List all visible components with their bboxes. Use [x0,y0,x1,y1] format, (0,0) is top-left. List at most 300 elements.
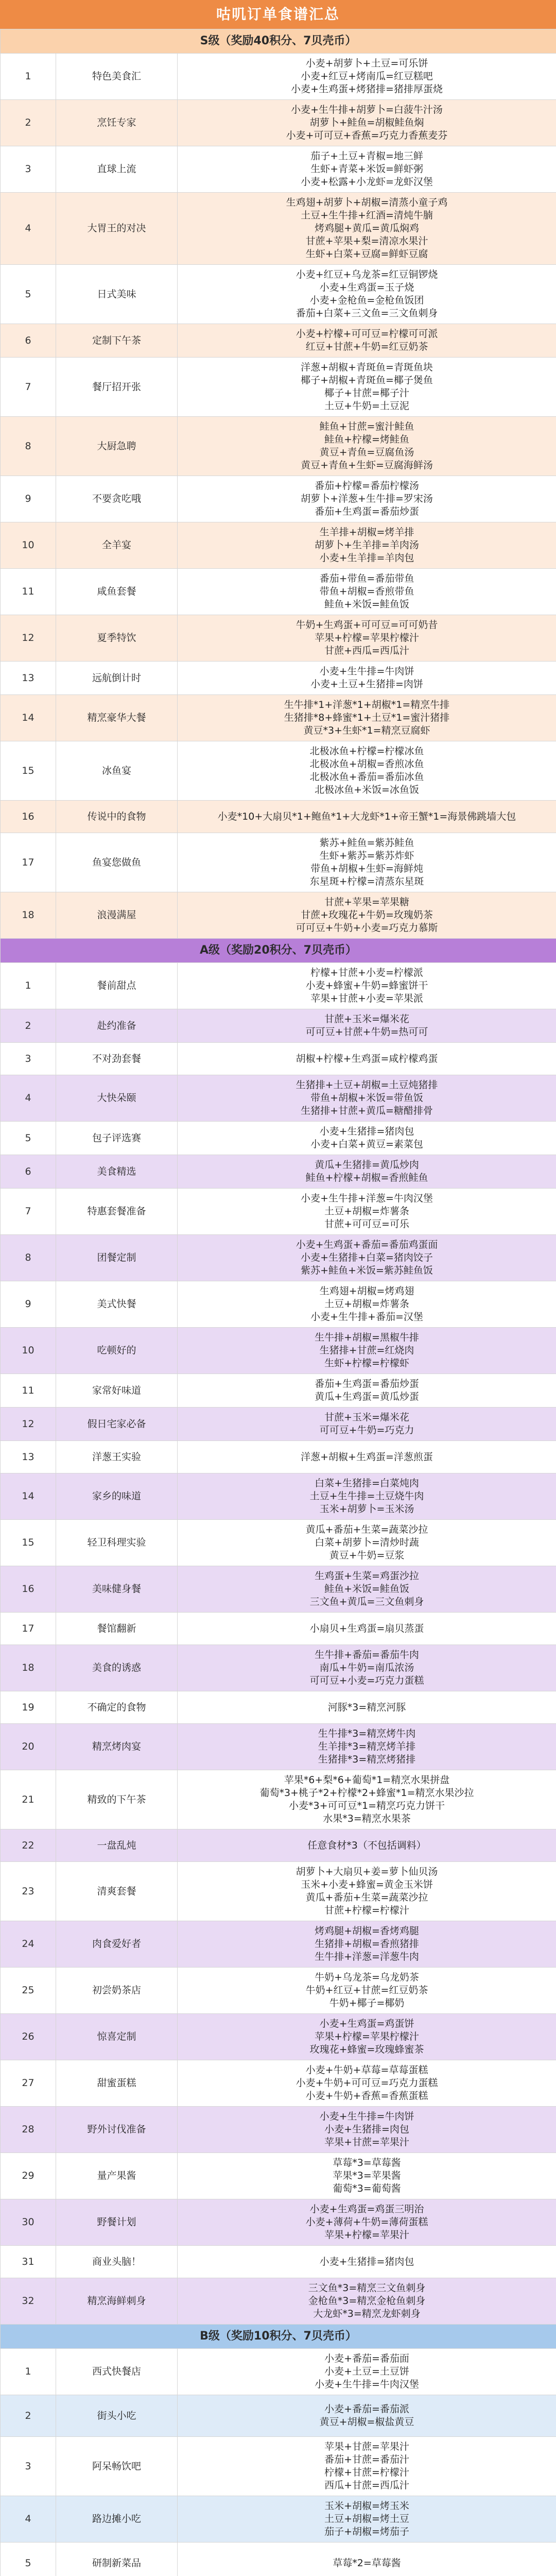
recipe-line: 茄子+胡椒=烤茄子 [324,2526,409,2537]
order-name: 阿呆畅饮吧 [56,2437,178,2496]
recipe-line: 番茄+白菜+三文鱼=三文鱼刺身 [296,308,438,319]
recipe-line: 可可豆+甘蔗+牛奶=热可可 [305,1026,428,1038]
recipe-line: 红豆+甘蔗+牛奶=红豆奶茶 [305,341,428,352]
recipe-cell [178,1968,556,2014]
recipe-line: 胡萝卜+生羊排=羊肉汤 [315,539,419,551]
row-number: 14 [1,1473,56,1520]
row-number: 12 [1,1408,56,1441]
recipe-line: 甘蔗+玉米=爆米花 [324,1412,409,1423]
table-row [1,1374,556,1408]
row-number: 13 [1,662,56,695]
recipe-line: 紫苏+鲑鱼=紫苏鲑鱼 [319,837,414,849]
recipe-line: 生猪排+土豆+胡椒=土豆炖猪排 [296,1079,438,1091]
order-name: 清爽套餐 [56,1862,178,1921]
recipe-cell [178,1566,556,1613]
order-name: 野外讨伐准备 [56,2107,178,2153]
recipe-line: 三文鱼+黄瓜=三文鱼刺身 [309,1596,424,1607]
recipe-cell [178,1645,556,1691]
row-number: 28 [1,2107,56,2153]
recipe-cell [178,2395,556,2437]
recipe-cell [178,1921,556,1968]
recipe-cell [178,1075,556,1122]
order-name: 日式美味 [56,265,178,324]
row-number: 9 [1,1281,56,1328]
recipe-line: 小麦+生鸡蛋+烤猪排=猪排厚蛋烧 [291,83,443,95]
recipe-line: 小麦+金枪鱼=金枪鱼饭团 [309,295,424,306]
recipe-cell [178,963,556,1009]
recipe-line: 牛奶+乌龙茶=乌龙奶茶 [315,1972,419,1983]
recipe-line: 小麦+生牛排+番茄=汉堡 [310,1311,423,1323]
recipe-line: 大龙虾*3=精烹龙虾刺身 [313,2308,421,2319]
recipe-cell [178,741,556,801]
table-row [1,2349,556,2395]
recipe-line: 小麦+柠檬+可可豆=柠檬可可派 [296,328,438,340]
recipe-line: 生牛排+洋葱=洋葱牛肉 [315,1951,419,1962]
table-row [1,1862,556,1921]
recipe-cell [178,1691,556,1724]
row-number: 2 [1,100,56,146]
order-name: 餐厅招开张 [56,358,178,417]
row-number: 31 [1,2246,56,2278]
recipe-line: 胡萝卜+大扇贝+姜=萝卜仙贝汤 [296,1866,438,1877]
recipe-line: 生牛排+番茄=番茄牛肉 [315,1649,419,1660]
table-row [1,1613,556,1645]
recipe-line: 生虾+紫苏=紫苏炸虾 [319,850,414,861]
recipe-line: 金枪鱼*3=精烹金枪鱼刺身 [308,2295,426,2307]
recipe-line: 黄豆+青鱼=豆腐鱼汤 [319,447,414,458]
row-number: 1 [1,2349,56,2395]
recipe-line: 小麦+红豆+乌龙茶=红豆铜锣烧 [296,269,438,280]
order-name: 特色美食汇 [56,54,178,100]
order-name: 团餐定制 [56,1235,178,1281]
table-row [1,265,556,324]
recipe-line: 烤鸡腿+黄瓜=黄瓜焖鸡 [315,223,419,234]
recipe-line: 洋葱+胡椒+生鸡蛋=洋葱煎蛋 [301,1451,433,1463]
recipe-cell [178,1189,556,1235]
table-row [1,1328,556,1374]
recipe-line: 土豆+胡椒=烤土豆 [324,2513,409,2524]
table-row [1,1043,556,1075]
recipe-cell [178,801,556,833]
table-row [1,1724,556,1770]
recipe-cell [178,2278,556,2325]
order-name: 大厨急聘 [56,417,178,476]
table-row [1,2014,556,2060]
recipe-line: 小麦*10+大扇贝*1+鲍鱼*1+大龙虾*1+帝王蟹*1=海景佛跳墙大包 [217,810,516,822]
order-name: 初尝奶茶店 [56,1968,178,2014]
table-row [1,1235,556,1281]
recipe-cell [178,1408,556,1441]
recipe-line: 黄豆+牛奶=豆浆 [329,1550,405,1561]
recipe-cell [178,193,556,265]
row-number: 16 [1,1566,56,1613]
table-row [1,1829,556,1862]
recipe-cell [178,1155,556,1189]
recipe-line: 小麦+生猪排=猪肉包 [319,1126,414,1137]
order-name: 家乡的味道 [56,1473,178,1520]
row-number: 23 [1,1862,56,1921]
order-name: 大胃王的对决 [56,193,178,265]
table-row [1,963,556,1009]
recipe-line: 可可豆+牛奶=巧克力 [319,1425,414,1436]
recipe-line: 牛奶+生鸡蛋+可可豆=可可奶昔 [296,619,438,631]
table-row [1,1441,556,1473]
recipe-line: 苹果*6+梨*6+葡萄*1=精烹水果拼盘 [284,1774,450,1786]
recipe-line: 鲑鱼+米饭=鲑鱼饭 [324,599,409,610]
order-name: 特惠套餐准备 [56,1189,178,1235]
table-row [1,2496,556,2543]
order-name: 甜蜜蛋糕 [56,2060,178,2107]
table-row [1,2278,556,2325]
recipe-line: 小麦+牛奶+香蕉=香蕉蛋糕 [305,2090,428,2102]
recipe-line: 东星斑+柠檬=清蒸东星斑 [309,876,424,887]
table-row [1,2437,556,2496]
order-name: 惊喜定制 [56,2014,178,2060]
row-number: 4 [1,1075,56,1122]
recipe-line: 番茄+甘蔗=番茄汁 [324,2454,409,2465]
recipe-cell [178,569,556,615]
row-number: 11 [1,569,56,615]
recipe-cell [178,1043,556,1075]
recipe-line: 生虾+青菜+米饭=鲜虾粥 [310,163,423,175]
recipe-line: 小麦+生鸡蛋=玉子烧 [319,282,414,293]
recipe-line: 苹果+柠檬=苹果柠檬汁 [315,2031,419,2042]
recipe-line: 小麦+土豆+生猪排=肉饼 [310,679,423,690]
row-number: 17 [1,1613,56,1645]
row-number: 6 [1,324,56,358]
row-number: 4 [1,2496,56,2543]
recipe-line: 小麦+可可豆+香蕉=巧克力香蕉麦芬 [286,130,448,141]
recipe-line: 土豆+胡椒=炸薯条 [324,1206,409,1217]
order-name: 不对劲套餐 [56,1043,178,1075]
row-number: 5 [1,265,56,324]
recipe-line: 紫苏+鲑鱼+米饭=紫苏鲑鱼饭 [301,1265,433,1276]
table-row [1,193,556,265]
recipe-line: 鲑鱼+柠檬+胡椒=香煎鲑鱼 [305,1172,428,1183]
table-row [1,569,556,615]
table-row [1,892,556,939]
recipe-line: 葡萄*3+桃子*2+柠檬*2+蜂蜜*1=精烹水果沙拉 [259,1787,474,1799]
recipe-cell [178,358,556,417]
recipe-line: 苹果+柠檬=苹果柠檬汁 [315,632,419,643]
recipe-line: 黄豆+青鱼+生虾=豆腐海鲜汤 [301,460,433,471]
order-name: 精烹烤肉宴 [56,1724,178,1770]
recipe-line: 小麦+生羊排=羊肉包 [319,552,414,564]
recipe-cell [178,2060,556,2107]
row-number: 3 [1,2437,56,2496]
recipe-line: 小麦+番茄=番茄面 [324,2353,409,2364]
order-name: 野餐计划 [56,2199,178,2246]
row-number: 10 [1,1328,56,1374]
order-name: 美式快餐 [56,1281,178,1328]
row-number: 20 [1,1724,56,1770]
recipe-line: 小麦+胡萝卜+土豆=可乐饼 [305,58,428,69]
recipe-cell [178,1613,556,1645]
recipe-cell [178,1441,556,1473]
table-row [1,615,556,662]
recipe-line: 带鱼+胡椒+米饭=带鱼饭 [310,1092,423,1104]
table-row [1,1968,556,2014]
table-row [1,695,556,741]
order-name: 餐馆翻新 [56,1613,178,1645]
recipe-line: 胡萝卜+鲑鱼=胡椒鲑鱼焖 [309,117,424,128]
row-number: 26 [1,2014,56,2060]
table-row [1,1921,556,1968]
recipe-line: 椰子+胡椒+青斑鱼=椰子煲鱼 [301,375,433,386]
recipe-line: 生牛排*3=精烹烤牛肉 [318,1728,416,1739]
order-name: 咸鱼套餐 [56,569,178,615]
recipe-table-body [1,29,556,2576]
table-row [1,358,556,417]
row-number: 22 [1,1829,56,1862]
recipe-line: 生猪排+胡椒=香煎猪排 [315,1938,419,1950]
recipe-line: 葡萄*3=葡萄酱 [333,2183,401,2194]
order-name: 量产果酱 [56,2153,178,2199]
recipe-cell [178,2107,556,2153]
table-row [1,2060,556,2107]
recipe-line: 黄瓜+番茄+生菜=蔬菜沙拉 [305,1524,428,1535]
row-number: 7 [1,358,56,417]
table-row [1,2199,556,2246]
recipe-cell [178,2349,556,2395]
recipe-line: 甘蔗+苹果+梨=清凉水果汁 [305,235,428,247]
recipe-line: 土豆+胡椒=炸薯条 [324,1298,409,1310]
recipe-line: 北极冰鱼+胡椒=香煎冰鱼 [309,758,424,770]
recipe-line: 土豆+生牛排+红酒=清炖牛腩 [301,210,433,221]
recipe-line: 黄瓜+番茄+生菜=蔬菜沙拉 [305,1892,428,1903]
recipe-line: 苹果*3=苹果酱 [333,2170,401,2181]
order-name: 洋葱王实验 [56,1441,178,1473]
recipe-line: 水果*3=精烹水果茶 [323,1813,411,1824]
recipe-line: 白菜+胡萝卜=清炒时蔬 [315,1537,419,1548]
order-name: 家常好味道 [56,1374,178,1408]
recipe-cell [178,1520,556,1566]
order-name: 研制新菜品 [56,2543,178,2576]
recipe-cell [178,476,556,522]
order-name: 路边摊小吃 [56,2496,178,2543]
recipe-line: 小麦+生鸡蛋=鸡蛋三明治 [309,2204,424,2215]
order-name: 精烹海鲜刺身 [56,2278,178,2325]
recipe-cell [178,1862,556,1921]
order-name: 不要贪吃哦 [56,476,178,522]
recipe-cell [178,1724,556,1770]
table-row [1,417,556,476]
section-header-b [1,2325,556,2349]
table-row [1,1155,556,1189]
row-number: 7 [1,1189,56,1235]
row-number: 12 [1,615,56,662]
recipe-cell [178,2199,556,2246]
recipe-line: 白菜+生猪排=白菜炖肉 [315,1478,419,1489]
table-row [1,476,556,522]
row-number: 2 [1,2395,56,2437]
recipe-line: 带鱼+胡椒=香煎带鱼 [319,586,414,597]
recipe-line: 小麦+生猪排+白菜=猪肉饺子 [301,1252,433,1263]
table-row [1,1520,556,1566]
order-name: 全羊宴 [56,522,178,569]
page-title: 咕叽订单食谱汇总 [0,0,556,29]
recipe-cell [178,265,556,324]
order-name: 远航倒计时 [56,662,178,695]
recipe-line: 生牛排+胡椒=黑椒牛排 [315,1332,419,1343]
row-number: 25 [1,1968,56,2014]
row-number: 29 [1,2153,56,2199]
recipe-cell [178,2246,556,2278]
recipe-line: 生猪排+甘蔗+黄瓜=糖醋排骨 [301,1105,433,1116]
order-name: 定制下午茶 [56,324,178,358]
recipe-line: 玉米+胡萝卜=玉米汤 [319,1503,414,1515]
recipe-line: 生鸡翅+胡椒=烤鸡翅 [319,1285,414,1297]
order-name: 精烹豪华大餐 [56,695,178,741]
recipe-line: 生猪排+甘蔗=红烧肉 [319,1345,414,1356]
table-row [1,1566,556,1613]
recipe-line: 小麦+生牛排+洋葱=牛肉汉堡 [301,1193,433,1204]
recipe-line: 生猪排*3=精烹烤猪排 [318,1754,416,1765]
recipe-cell [178,417,556,476]
recipe-line: 北极冰鱼+番茄=番茄冰鱼 [309,771,424,783]
recipe-line: 小麦+生牛排=牛肉饼 [319,666,414,677]
recipe-line: 番茄+柠檬=番茄柠檬汤 [315,480,419,492]
order-name: 精致的下午茶 [56,1770,178,1829]
recipe-line: 河豚*3=精烹河豚 [327,1701,406,1713]
recipe-line: 生羊排+胡椒=烤羊排 [319,527,414,538]
recipe-line: 三文鱼*3=精烹三文鱼刺身 [308,2282,426,2294]
recipe-line: 鲑鱼+甘蔗=蜜汁鲑鱼 [319,421,414,432]
recipe-line: 北极冰鱼+米饭=冰鱼饭 [315,784,419,795]
section-title: S级（奖励40积分、7贝壳币） [1,29,556,54]
recipe-cell [178,1374,556,1408]
recipe-line: 烤鸡腿+胡椒=香烤鸡腿 [315,1925,419,1937]
recipe-line: 鲑鱼+柠檬=烤鲑鱼 [324,434,409,445]
row-number: 27 [1,2060,56,2107]
recipe-line: 苹果+甘蔗=苹果汁 [324,2137,409,2148]
recipe-cell [178,615,556,662]
row-number: 4 [1,193,56,265]
table-row [1,801,556,833]
row-number: 21 [1,1770,56,1829]
table-row [1,2395,556,2437]
recipe-line: 玉米+小麦+蜂蜜=黄金玉米饼 [301,1879,433,1890]
order-name: 鱼宴您做鱼 [56,833,178,892]
table-row [1,2543,556,2576]
row-number: 15 [1,741,56,801]
recipe-cell [178,2496,556,2543]
recipe-cell [178,2543,556,2576]
order-name: 美味健身餐 [56,1566,178,1613]
order-name: 街头小吃 [56,2395,178,2437]
table-row [1,324,556,358]
order-name: 美食的诱惑 [56,1645,178,1691]
row-number: 9 [1,476,56,522]
table-row [1,54,556,100]
recipe-line: 小麦+红豆+烤南瓜=红豆糕吧 [301,71,433,82]
order-name: 大快朵颐 [56,1075,178,1122]
recipe-line: 小麦+生牛排+胡萝卜=白菠牛汁汤 [291,104,443,115]
recipe-cell [178,1009,556,1043]
recipe-line: 牛奶+红豆+甘蔗=红豆奶茶 [305,1985,428,1996]
recipe-line: 黄豆+胡椒=椒盐黄豆 [319,2416,414,2428]
row-number: 18 [1,892,56,939]
row-number: 15 [1,1520,56,1566]
row-number: 17 [1,833,56,892]
row-number: 10 [1,522,56,569]
recipe-line: 番茄+生鸡蛋=番茄炒蛋 [315,506,419,517]
recipe-line: 黄豆*3+生虾*1=精烹豆腐虾 [303,725,430,736]
recipe-cell [178,892,556,939]
recipe-line: 柠檬+甘蔗=柠檬汁 [324,2467,409,2478]
recipe-line: 草莓*3=草莓酱 [333,2157,401,2168]
recipe-line: 小麦+薄荷+牛奶=薄荷蛋糕 [305,2216,428,2228]
recipe-line: 苹果+甘蔗=苹果汁 [324,2441,409,2452]
row-number: 6 [1,1155,56,1189]
table-row [1,833,556,892]
recipe-line: 小麦+生猪排=肉包 [324,2124,409,2135]
recipe-line: 番茄+生鸡蛋=番茄炒蛋 [315,1378,419,1389]
recipe-line: 小麦+蜂蜜+牛奶=蜂蜜饼干 [305,980,428,991]
recipe-line: 西瓜+甘蔗=西瓜汁 [324,2480,409,2491]
table-row [1,1770,556,1829]
table-row [1,1075,556,1122]
table-row [1,741,556,801]
recipe-cell [178,1829,556,1862]
recipe-line: 小麦+牛奶+草莓=草莓蛋糕 [305,2064,428,2076]
section-title: B级（奖励10积分、7贝壳币） [1,2325,556,2349]
row-number: 16 [1,801,56,833]
recipe-line: 黄瓜+生猪排=黄瓜炒肉 [315,1159,419,1171]
recipe-line: 可可豆+牛奶+小麦=巧克力慕斯 [296,922,438,934]
section-header-s [1,29,556,54]
order-name: 传说中的食物 [56,801,178,833]
recipe-line: 小麦+土豆=土豆饼 [324,2366,409,2377]
order-name: 餐前甜点 [56,963,178,1009]
table-row [1,100,556,146]
recipe-line: 生猪排*8+蜂蜜*1+土豆*1=蜜汁猪排 [284,712,450,723]
order-name: 赴约准备 [56,1009,178,1043]
order-name: 浪漫满屋 [56,892,178,939]
recipe-cell [178,1235,556,1281]
row-number: 18 [1,1645,56,1691]
table-row [1,1691,556,1724]
recipe-line: 小扇贝+生鸡蛋=扇贝蒸蛋 [309,1622,424,1634]
recipe-line: 甘蔗+玉米=爆米花 [324,1013,409,1025]
recipe-line: 生虾+白菜+豆腐=鲜虾豆腐 [305,248,428,260]
recipe-cell [178,1122,556,1155]
recipe-line: 生鸡翅+胡萝卜+胡椒=清蒸小童子鸡 [286,197,448,208]
recipe-line: 生牛排*1+洋葱*1+胡椒*1=精烹牛排 [284,699,450,710]
recipe-line: 生虾+柠檬=柠檬虾 [324,1358,409,1369]
table-row [1,146,556,193]
recipe-line: 胡萝卜+洋葱+生牛排=罗宋汤 [301,493,433,504]
order-name: 美食精选 [56,1155,178,1189]
row-number: 14 [1,695,56,741]
table-row [1,1009,556,1043]
recipe-line: 黄瓜+生鸡蛋=黄瓜炒蛋 [315,1391,419,1402]
recipe-line: 玫瑰花+蜂蜜=玫瑰蜂蜜茶 [309,2044,424,2055]
recipe-cell [178,1281,556,1328]
recipe-line: 玉米+胡椒=烤玉米 [324,2500,409,2512]
section-title: A级（奖励20积分、7贝壳币） [1,939,556,963]
table-row [1,1473,556,1520]
row-number: 2 [1,1009,56,1043]
recipe-line: 带鱼+胡椒+生虾=海鲜炖 [310,863,423,874]
recipe-line: 茄子+土豆+青椒=地三鲜 [310,150,423,162]
row-number: 3 [1,146,56,193]
row-number: 3 [1,1043,56,1075]
recipe-line: 小麦+牛奶+可可豆=巧克力蛋糕 [296,2077,438,2089]
table-row [1,2246,556,2278]
order-name: 包子评选赛 [56,1122,178,1155]
recipe-line: 甘蔗+可可豆=可乐 [324,1218,409,1230]
